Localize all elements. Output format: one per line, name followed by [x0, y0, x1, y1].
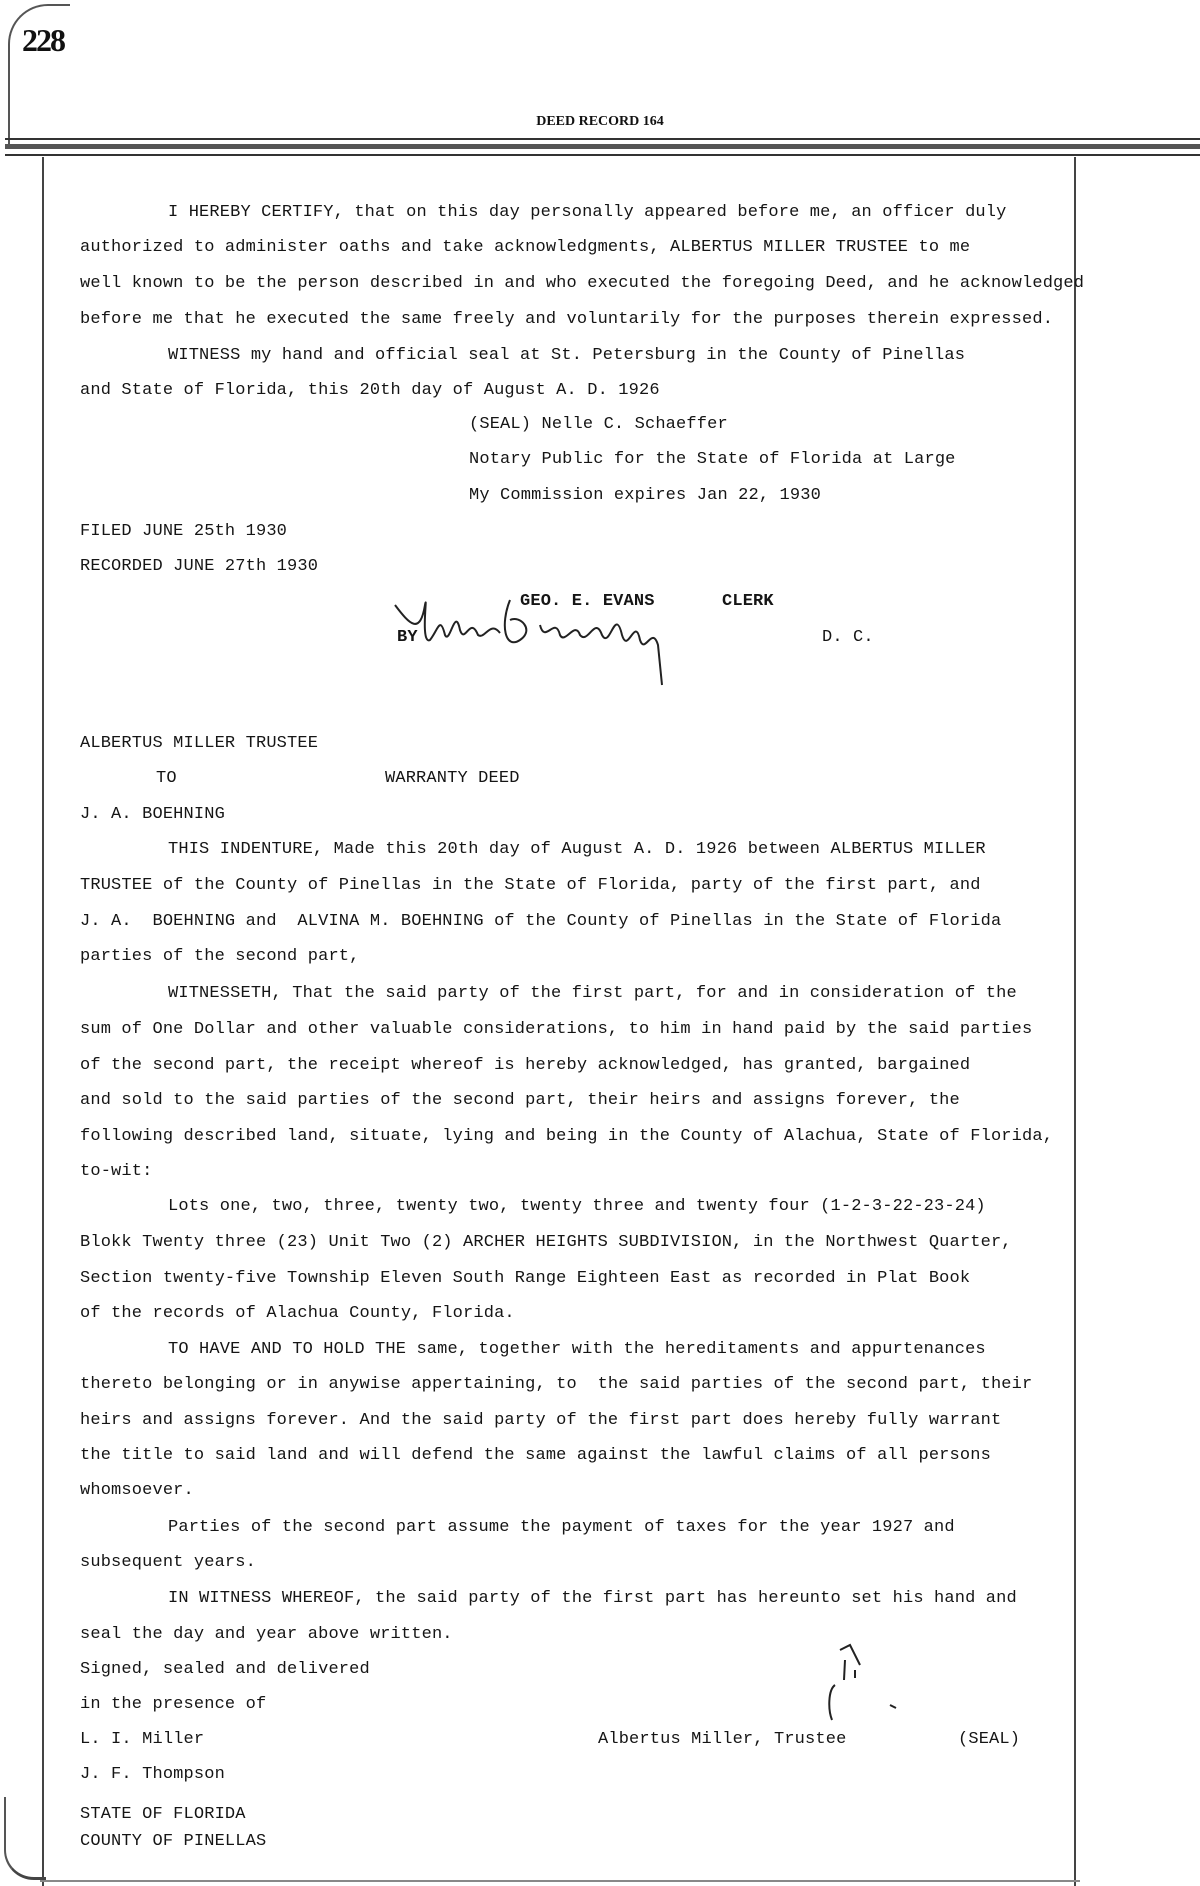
deed-line: subsequent years. [80, 1553, 256, 1572]
deed-line: of the second part, the receipt whereof is hereby acknowledged, has granted, bargained [80, 1056, 971, 1075]
deed-line: thereto belonging or in anywise appertaining, to the said parties of the second part, their [80, 1375, 1033, 1394]
deed-type: WARRANTY DEED [385, 769, 520, 788]
certificate-line: authorized to administer oaths and take acknowledgments, ALBERTUS MILLER TRUSTEE to me [80, 238, 971, 257]
clerk-title: CLERK [722, 592, 774, 611]
deed-line: WITNESSETH, That the said party of the first part, for and in consideration of the [168, 984, 1017, 1003]
certificate-line: well known to be the person described in and who executed the foregoing Deed, and he acknowledged [80, 274, 1085, 293]
deed-line: IN WITNESS WHEREOF, the said party of the first part has hereunto set his hand and [168, 1589, 1017, 1608]
by-label: BY [397, 628, 418, 647]
deed-line: heirs and assigns forever. And the said party of the first part does hereby fully warrant [80, 1411, 1002, 1430]
deed-line: seal the day and year above written. [80, 1625, 453, 1644]
grantor-name: ALBERTUS MILLER TRUSTEE [80, 734, 319, 753]
clerk-name: GEO. E. EVANS [520, 592, 655, 611]
to-label: TO [156, 769, 177, 788]
deed-line: of the records of Alachua County, Florida. [80, 1304, 515, 1323]
ink-marks [810, 1640, 960, 1730]
witness-1: L. I. Miller [80, 1730, 205, 1749]
deed-line: J. A. BOEHNING and ALVINA M. BOEHNING of the County of Pinellas in the State of Florida [80, 912, 1002, 931]
filed-date: FILED JUNE 25th 1930 [80, 522, 288, 541]
deputy-clerk-signature [390, 585, 750, 695]
deed-line: TRUSTEE of the County of Pinellas in the State of Florida, party of the first part, and [80, 876, 981, 895]
certificate-line: WITNESS my hand and official seal at St. Petersburg in the County of Pinellas [168, 346, 966, 365]
deed-line: Parties of the second part assume the payment of taxes for the year 1927 and [168, 1518, 955, 1537]
deed-line: parties of the second part, [80, 947, 360, 966]
deed-line: in the presence of [80, 1695, 267, 1714]
deed-line: and sold to the said parties of the second part, their heirs and assigns forever, the [80, 1091, 960, 1110]
page-number: 228 [22, 22, 64, 58]
deed-line: Lots one, two, three, twenty two, twenty three and twenty four (1-2-3-22-23-24) [168, 1197, 986, 1216]
state-heading: STATE OF FLORIDA [80, 1805, 246, 1824]
certificate-line: and State of Florida, this 20th day of August A. D. 1926 [80, 381, 660, 400]
deed-line: TO HAVE AND TO HOLD THE same, together with the hereditaments and appurtenances [168, 1340, 986, 1359]
record-book-title: DEED RECORD 164 [536, 114, 664, 129]
witness-2: J. F. Thompson [80, 1765, 225, 1784]
deed-line: whomsoever. [80, 1481, 194, 1500]
deed-line: to-wit: [80, 1162, 153, 1181]
certificate-line: before me that he executed the same freely and voluntarily for the purposes therein expressed. [80, 310, 1054, 329]
deed-line: Section twenty-five Township Eleven South Range Eighteen East as recorded in Plat Book [80, 1269, 971, 1288]
notary-title: Notary Public for the State of Florida at Large [469, 450, 956, 469]
page-bottom-border [4, 1797, 46, 1880]
seal-label: (SEAL) [958, 1730, 1021, 1749]
grantee-name: J. A. BOEHNING [80, 805, 225, 824]
deed-line: Signed, sealed and delivered [80, 1660, 370, 1679]
notary-commission: My Commission expires Jan 22, 1930 [469, 486, 821, 505]
left-margin-line [42, 157, 44, 1886]
header-rule [5, 138, 1200, 140]
signer-name: Albertus Miller, Trustee [598, 1730, 847, 1749]
certificate-line: I HEREBY CERTIFY, that on this day personally appeared before me, an officer duly [168, 203, 1007, 222]
deed-line: following described land, situate, lying and being in the County of Alachua, State of Florida, [80, 1127, 1054, 1146]
page-bottom-line [40, 1880, 1080, 1882]
notary-name: (SEAL) Nelle C. Schaeffer [469, 415, 728, 434]
right-margin-line [1074, 157, 1076, 1886]
header-rule-thick [5, 144, 1200, 149]
deed-line: the title to said land and will defend the same against the lawful claims of all persons [80, 1446, 991, 1465]
deed-line: sum of One Dollar and other valuable considerations, to him in hand paid by the said parties [80, 1020, 1033, 1039]
deed-line: THIS INDENTURE, Made this 20th day of August A. D. 1926 between ALBERTUS MILLER [168, 840, 986, 859]
county-heading: COUNTY OF PINELLAS [80, 1832, 267, 1851]
recorded-date: RECORDED JUNE 27th 1930 [80, 557, 319, 576]
deed-line: Blokk Twenty three (23) Unit Two (2) ARCHER HEIGHTS SUBDIVISION, in the Northwest Quarter, [80, 1233, 1012, 1252]
header-rule [5, 154, 1200, 156]
deputy-clerk-label: D. C. [822, 628, 874, 647]
